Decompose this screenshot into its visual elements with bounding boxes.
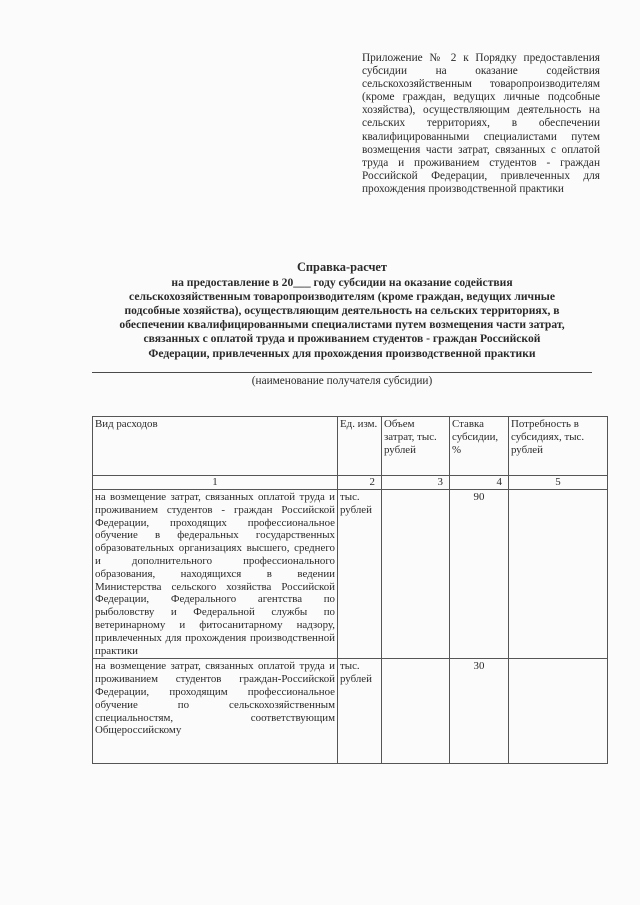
row-2-unit: тыс. рублей bbox=[338, 659, 382, 764]
header-unit: Ед. изм. bbox=[338, 417, 382, 476]
calculation-table bbox=[92, 416, 608, 764]
document-title-block bbox=[92, 260, 592, 361]
row-1-subsidy-need bbox=[509, 490, 608, 659]
title-line-2: сельскохозяйственным товаропроизводителям (кроме граждан, ведущих личные bbox=[129, 290, 555, 304]
header-subsidy-need: Потребность в субсидиях, тыс. рублей bbox=[509, 417, 608, 476]
column-number-4: 4 bbox=[450, 476, 509, 490]
document-title: Справка-расчет bbox=[296, 260, 388, 274]
recipient-name-line bbox=[92, 372, 592, 373]
table-row bbox=[93, 659, 608, 764]
row-2-description: на возмещение затрат, связанных оплатой труда и проживанием студентов граждан-Российской Федерации, проходящим профессиональное обучение по сельскохозяйственным специальностям, соответствующим Общероссийскому bbox=[95, 660, 335, 737]
title-line-1: на предоставление в 20___ году субсидии на оказание содействия bbox=[171, 276, 513, 290]
title-line-5: связанных с оплатой труда и проживанием студентов - граждан Российской bbox=[143, 332, 541, 346]
title-line-6: Федерации, привлеченных для прохождения производственной практики bbox=[148, 346, 536, 360]
row-2-rate: 30 bbox=[450, 659, 509, 764]
header-subsidy-rate: Ставка субсидии, % bbox=[450, 417, 509, 476]
title-line-3: подсобные хозяйства), осуществляющим деятельность на сельских территориях, в bbox=[124, 304, 560, 318]
column-number-1: 1 bbox=[93, 476, 338, 490]
row-2-description-cell bbox=[93, 659, 338, 764]
column-number-5: 5 bbox=[509, 476, 608, 490]
column-number-3: 3 bbox=[382, 476, 450, 490]
row-2-cost-volume bbox=[382, 659, 450, 764]
row-1-rate: 90 bbox=[450, 490, 509, 659]
row-2-subsidy-need bbox=[509, 659, 608, 764]
row-1-cost-volume bbox=[382, 490, 450, 659]
title-line-4: обеспечении квалифицированными специалистами путем возмещения части затрат, bbox=[119, 318, 565, 332]
appendix-note: Приложение № 2 к Порядку предоставления субсидии на оказание содействия сельскохозяйственным товаропроизводителям (кроме граждан, ведущих личные подсобные хозяйства), осуществляющим деятельность на сельских территориях, в обеспечении квалифицированными специалистами путем возмещения части затрат, связанных с оплатой труда и проживанием студентов - граждан Российской Федерации, привлеченных для прохождения производственной практики bbox=[362, 52, 600, 195]
header-cost-volume: Объем затрат, тыс. рублей bbox=[382, 417, 450, 476]
header-expense-type: Вид расходов bbox=[93, 417, 338, 476]
column-number-2: 2 bbox=[338, 476, 382, 490]
table-row bbox=[93, 490, 608, 659]
table-column-numbers-row bbox=[93, 476, 608, 490]
row-1-description: на возмещение затрат, связанных оплатой труда и проживанием студентов - граждан Российской Федерации, проходящих профессиональное обучение в федеральных государственных образовательных организациях высшего, среднего и дополнительного профессионального образования, находящихся в ведении Министерства сельского хозяйства Российской Федерации, Федерального агентства по рыболовству и Федеральной службы по ветеринарному и фитосанитарному надзору, привлеченных для прохождения производственной практики bbox=[93, 490, 338, 659]
row-1-unit: тыс. рублей bbox=[338, 490, 382, 659]
table-header-row bbox=[93, 417, 608, 476]
recipient-caption: (наименование получателя субсидии) bbox=[251, 375, 433, 387]
